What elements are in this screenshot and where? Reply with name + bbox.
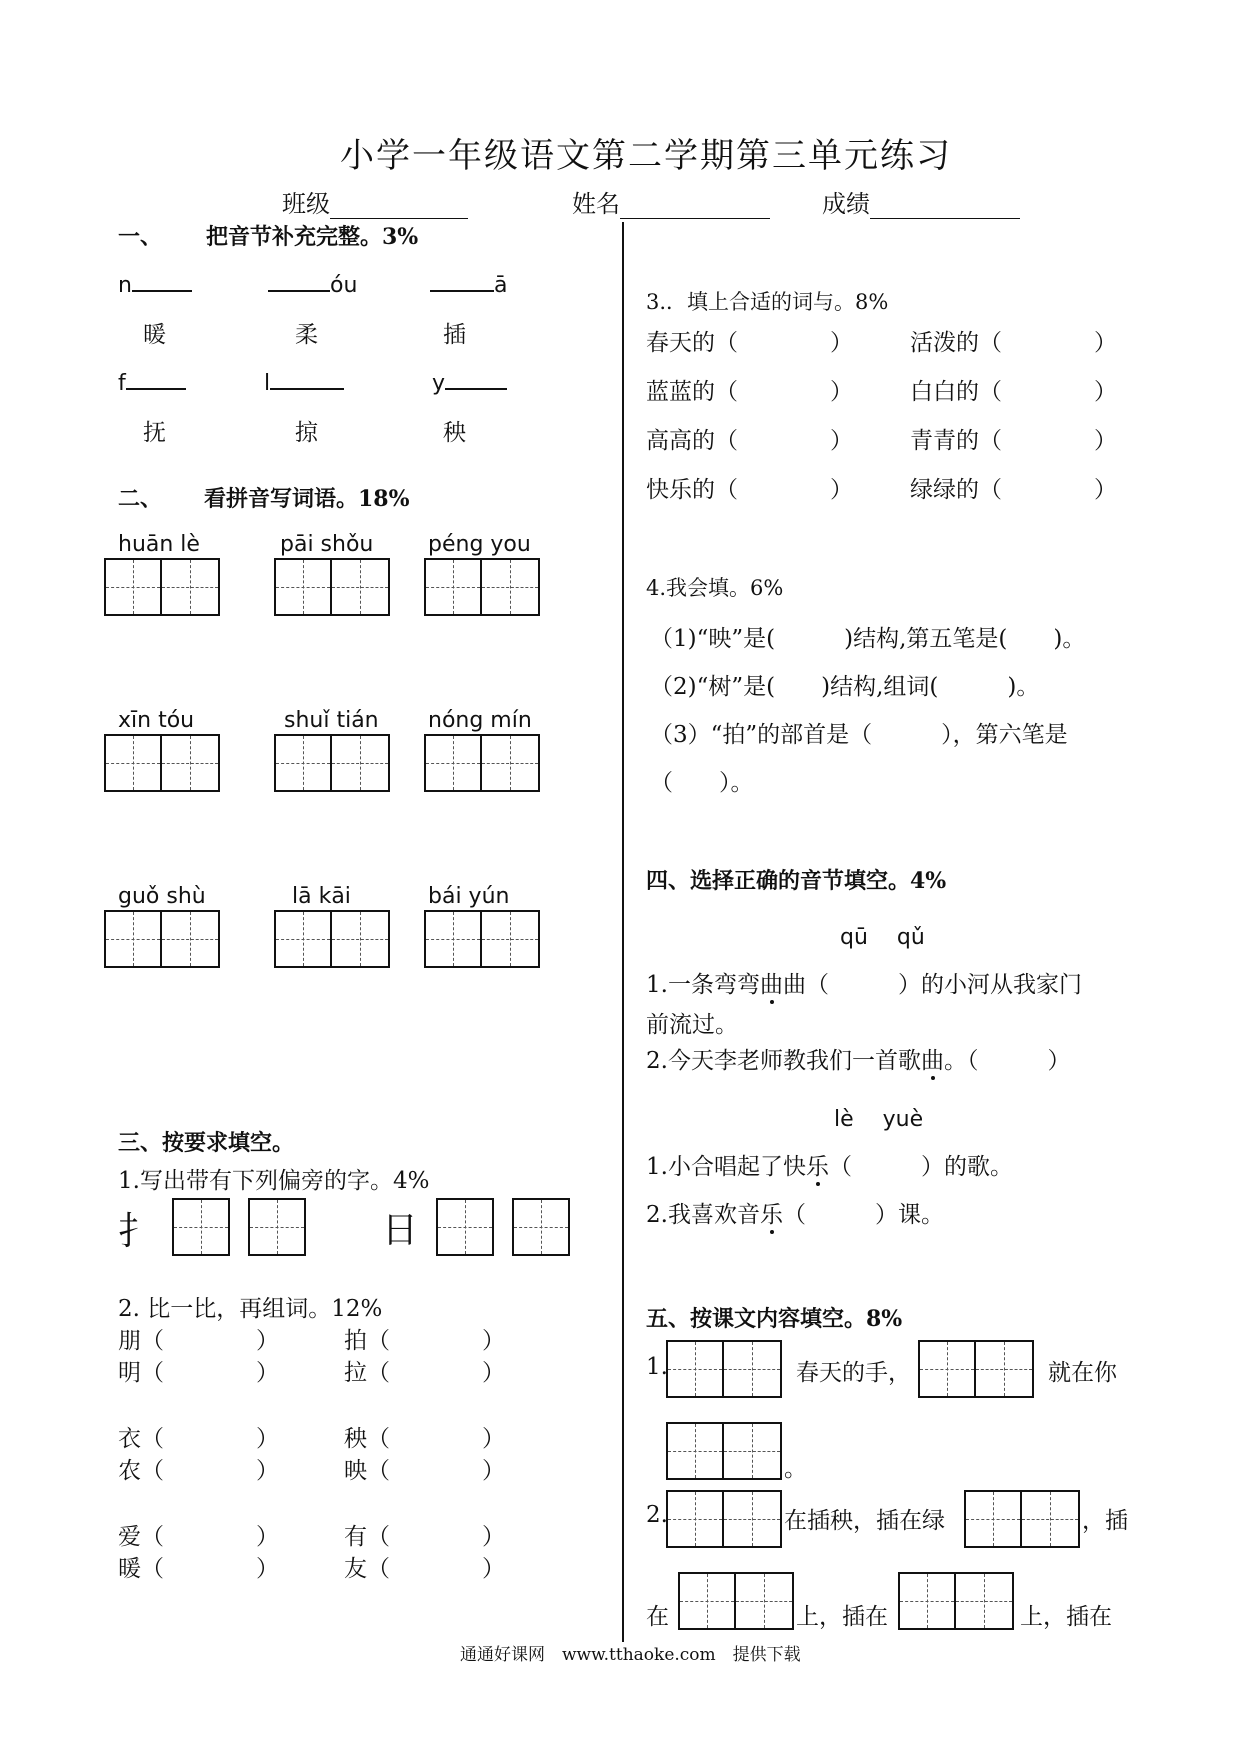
compare-item[interactable]: 友（ ） bbox=[344, 1556, 505, 1582]
radical-grid[interactable] bbox=[248, 1198, 306, 1256]
radical-grid[interactable] bbox=[172, 1198, 230, 1256]
syllable-4 bbox=[118, 368, 186, 396]
writing-grid[interactable] bbox=[104, 734, 220, 792]
class-line[interactable] bbox=[330, 194, 468, 219]
pinyin-label: nóng mín bbox=[428, 708, 532, 733]
writing-grid[interactable] bbox=[274, 734, 390, 792]
section1-number: 一、 bbox=[118, 224, 163, 250]
word-fill-item[interactable]: 蓝蓝的（ ） bbox=[646, 379, 853, 405]
pinyin-label: péng you bbox=[428, 532, 531, 557]
radical-hand: 扌 bbox=[118, 1209, 157, 1253]
choice-q2-blank[interactable]: 。（ ） bbox=[943, 1048, 1071, 1074]
syllable-3-blank[interactable] bbox=[430, 270, 494, 292]
fill-text: 春天的手， bbox=[796, 1360, 911, 1386]
text-fill-grid[interactable] bbox=[678, 1572, 794, 1630]
pinyin-label: xīn tóu bbox=[118, 708, 195, 733]
radical-grid[interactable] bbox=[436, 1198, 494, 1256]
writing-grid[interactable] bbox=[274, 910, 390, 968]
name-label: 姓名 bbox=[572, 190, 620, 218]
syllable-6 bbox=[432, 368, 507, 396]
right-q3-heading: 3.．填上合适的词与。8% bbox=[646, 290, 889, 314]
marked-char: 乐 bbox=[805, 1154, 829, 1180]
syllable-6-blank[interactable] bbox=[445, 368, 507, 390]
syllable-2-blank[interactable] bbox=[268, 270, 330, 292]
pinyin-choices-2: lè yuè bbox=[834, 1107, 924, 1132]
syllable-5 bbox=[264, 368, 344, 396]
choice-q1-cont: 前流过。 bbox=[646, 1012, 738, 1038]
structure-line-4[interactable]: （ ）。 bbox=[650, 770, 754, 796]
choice-q4-text: 2.我喜欢音 bbox=[646, 1202, 760, 1228]
structure-line-1[interactable]: （1)“映”是( )结构,第五笔是( )。 bbox=[650, 626, 1086, 652]
score-line[interactable] bbox=[870, 194, 1020, 219]
word-fill-item[interactable]: 青青的（ ） bbox=[910, 428, 1117, 454]
word-fill-item[interactable]: 白白的（ ） bbox=[910, 379, 1117, 405]
syllable-2 bbox=[268, 270, 357, 298]
syllable-2-final: óu bbox=[330, 273, 358, 298]
syllable-6-char: 秧 bbox=[443, 420, 466, 446]
class-field bbox=[282, 184, 468, 219]
radical-grid[interactable] bbox=[512, 1198, 570, 1256]
choice-q1-text: 1.一条弯弯 bbox=[646, 972, 760, 998]
right-q4-heading: 4.我会填。6% bbox=[646, 576, 784, 600]
footer-credit: 通通好课网 www.tthaoke.com 提供下载 bbox=[460, 1645, 801, 1665]
syllable-1-char: 暖 bbox=[143, 322, 166, 348]
syllable-3 bbox=[430, 270, 507, 298]
fill-text: 就在你 bbox=[1048, 1360, 1117, 1386]
compare-item[interactable]: 有（ ） bbox=[344, 1524, 505, 1550]
choice-q1-line bbox=[646, 966, 1082, 999]
syllable-1-blank[interactable] bbox=[132, 270, 192, 292]
syllable-3-final: ā bbox=[494, 273, 508, 298]
syllable-6-initial: y bbox=[432, 371, 446, 396]
choice-q3-line bbox=[646, 1148, 1013, 1181]
fill-q1-number: 1. bbox=[646, 1354, 668, 1380]
compare-item[interactable]: 映（ ） bbox=[344, 1458, 505, 1484]
text-fill-grid[interactable] bbox=[666, 1340, 782, 1398]
page-title: 小学一年级语文第二学期第三单元练习 bbox=[340, 136, 952, 176]
fill-text: 在插秧，插在绿 bbox=[784, 1508, 945, 1534]
score-field bbox=[822, 184, 1020, 219]
syllable-1 bbox=[118, 270, 192, 298]
text-fill-grid[interactable] bbox=[898, 1572, 1014, 1630]
fill-text: 在 bbox=[646, 1604, 669, 1630]
syllable-5-char: 掠 bbox=[295, 420, 318, 446]
syllable-4-char: 抚 bbox=[143, 420, 166, 446]
writing-grid[interactable] bbox=[424, 558, 540, 616]
word-fill-item[interactable]: 快乐的（ ） bbox=[646, 477, 853, 503]
name-line[interactable] bbox=[620, 194, 770, 219]
syllable-1-initial: n bbox=[118, 273, 132, 298]
section2-heading: 看拼音写词语。18% bbox=[204, 486, 410, 512]
choice-q3-blank[interactable]: （ ）的歌。 bbox=[828, 1154, 1013, 1180]
section3-heading: 三、按要求填空。 bbox=[118, 1130, 295, 1156]
syllable-4-initial: f bbox=[118, 371, 126, 396]
writing-grid[interactable] bbox=[424, 734, 540, 792]
choice-q1-blank[interactable]: （ ）的小河从我家门 bbox=[805, 972, 1082, 998]
compare-item[interactable]: 衣（ ） bbox=[118, 1426, 279, 1452]
pinyin-label: pāi shǒu bbox=[280, 532, 374, 557]
syllable-3-char: 插 bbox=[443, 322, 466, 348]
syllable-4-blank[interactable] bbox=[126, 368, 186, 390]
compare-item[interactable]: 拉（ ） bbox=[344, 1360, 505, 1386]
choice-q4-line bbox=[646, 1196, 944, 1229]
fill-text: 。 bbox=[784, 1456, 807, 1482]
pinyin-label: huān lè bbox=[118, 532, 200, 557]
choice-q1-char: 曲 bbox=[782, 972, 806, 998]
compare-item[interactable]: 明（ ） bbox=[118, 1360, 279, 1386]
pinyin-label: lā kāi bbox=[292, 884, 351, 909]
structure-line-3[interactable]: （3）“拍”的部首是（ ），第六笔是 bbox=[650, 722, 1068, 748]
pinyin-label: bái yún bbox=[428, 884, 510, 909]
class-label: 班级 bbox=[282, 190, 330, 218]
fill-text: ，插 bbox=[1082, 1508, 1128, 1534]
syllable-5-initial: l bbox=[264, 371, 271, 396]
marked-char: 乐 bbox=[759, 1202, 783, 1228]
text-fill-grid[interactable] bbox=[918, 1340, 1034, 1398]
choice-q3-text: 1.小合唱起了快 bbox=[646, 1154, 806, 1180]
score-label: 成绩 bbox=[822, 190, 870, 218]
section5-heading: 五、按课文内容填空。8% bbox=[646, 1306, 903, 1332]
pinyin-choices-1: qū qǔ bbox=[840, 925, 925, 950]
compare-item[interactable]: 朋（ ） bbox=[118, 1328, 279, 1354]
syllable-2-char: 柔 bbox=[295, 322, 318, 348]
fill-text: 上，插在 bbox=[1020, 1604, 1112, 1630]
column-divider bbox=[622, 222, 624, 1642]
choice-q4-blank[interactable]: （ ）课。 bbox=[782, 1202, 944, 1228]
text-fill-grid[interactable] bbox=[964, 1490, 1080, 1548]
pinyin-label: guǒ shù bbox=[118, 884, 206, 909]
text-fill-grid[interactable] bbox=[666, 1490, 782, 1548]
structure-line-2[interactable]: （2)“树”是( )结构,组词( )。 bbox=[650, 674, 1040, 700]
text-fill-grid[interactable] bbox=[666, 1422, 782, 1480]
choice-q2-text: 2.今天李老师教我们一首歌 bbox=[646, 1048, 921, 1074]
writing-grid[interactable] bbox=[274, 558, 390, 616]
section2-number: 二、 bbox=[118, 486, 163, 512]
radical-sun: 日 bbox=[382, 1210, 419, 1251]
writing-grid[interactable] bbox=[424, 910, 540, 968]
section3-q2: 2. 比一比，再组词。12% bbox=[118, 1296, 383, 1322]
marked-char: 曲 bbox=[759, 972, 783, 998]
writing-grid[interactable] bbox=[104, 910, 220, 968]
choice-q2-line bbox=[646, 1042, 1070, 1075]
section3-q1: 1.写出带有下列偏旁的字。4% bbox=[118, 1168, 430, 1194]
word-fill-item[interactable]: 活泼的（ ） bbox=[910, 330, 1117, 356]
compare-item[interactable]: 暖（ ） bbox=[118, 1556, 279, 1582]
fill-q2-number: 2. bbox=[646, 1502, 668, 1528]
pinyin-label: shuǐ tián bbox=[284, 708, 379, 733]
name-field bbox=[572, 184, 770, 219]
compare-item[interactable]: 秧（ ） bbox=[344, 1426, 505, 1452]
word-fill-item[interactable]: 春天的（ ） bbox=[646, 330, 853, 356]
fill-text: 上，插在 bbox=[796, 1604, 888, 1630]
compare-item[interactable]: 爱（ ） bbox=[118, 1524, 279, 1550]
compare-item[interactable]: 农（ ） bbox=[118, 1458, 279, 1484]
word-fill-item[interactable]: 高高的（ ） bbox=[646, 428, 853, 454]
syllable-5-blank[interactable] bbox=[270, 368, 344, 390]
writing-grid[interactable] bbox=[104, 558, 220, 616]
section4-heading: 四、选择正确的音节填空。4% bbox=[646, 868, 947, 894]
compare-item[interactable]: 拍（ ） bbox=[344, 1328, 505, 1354]
marked-char: 曲 bbox=[920, 1048, 944, 1074]
section1-heading: 把音节补充完整。3% bbox=[206, 224, 419, 250]
word-fill-item[interactable]: 绿绿的（ ） bbox=[910, 477, 1117, 503]
